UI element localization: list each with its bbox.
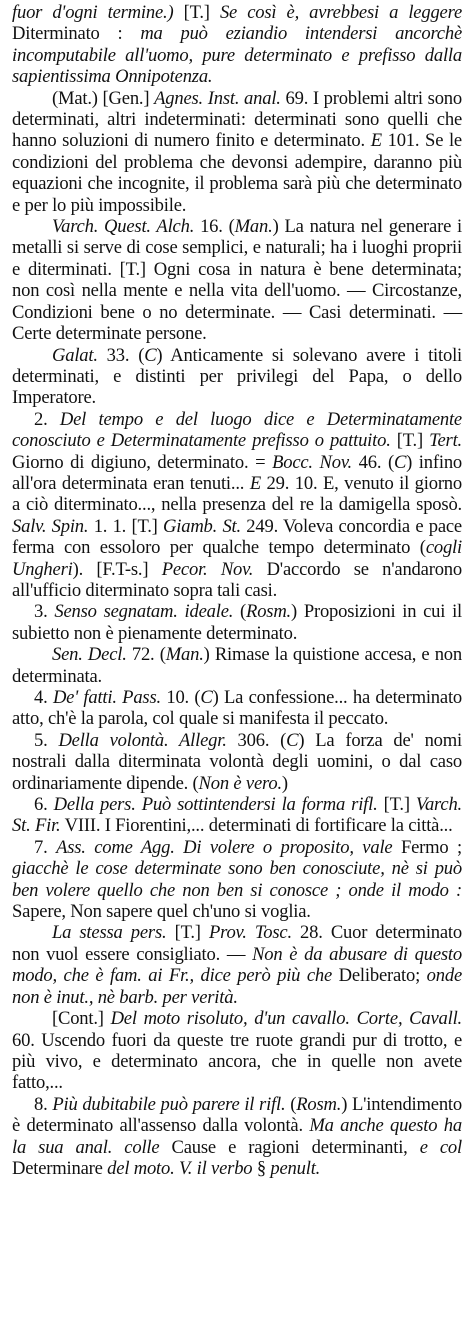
entry-paragraph: [12, 1008, 462, 1094]
text-run: 60. Uscendo fuori da queste tre ruote grandi pur di trotto, e più vivo, e determinato ancora, che in quelle non avete fatto,...: [12, 1029, 462, 1094]
italic-run: ma può eziandio intendersi ancorchè incomputabile all'uomo, pure determinato e prefisso dalla sapientissima Onnipotenza.: [12, 23, 462, 88]
italic-run: Rosm.: [246, 601, 291, 623]
text-run: ) La natura nel generare i metalli si serve di cose semplici, e naturali; ha i luoghi proprii e diterminati. [T.] Ogni cosa in natura è bene determinata; non così nella mente e nella vita dell'uomo. — Circostanze, Condizioni bene o no determinate. — Casi determinati. — Certe determinate persone.: [12, 216, 463, 345]
text-run: Fermo ;: [392, 836, 462, 858]
text-run: ) La forza de' nomi nostrali dalla diterminata volontà degli uomini, o dal caso ordinariamente dipende. (: [12, 729, 462, 794]
italic-run: penult.: [270, 1157, 321, 1179]
text-run: (: [285, 1093, 297, 1115]
entry-paragraph: [12, 409, 462, 602]
text-run: 249. Voleva concordia e pace ferma con essoloro per qualche tempo determinato (: [12, 515, 462, 559]
entry-paragraph: [12, 730, 462, 794]
italic-run: Giamb. St.: [163, 515, 241, 537]
italic-run: Varch. St. Fir.: [12, 794, 462, 837]
text-run: 33. (: [97, 344, 145, 366]
italic-run: Prov. Tosc.: [208, 922, 292, 944]
text-run: 69. I problemi altri sono determinati, altri indeterminati: determinati sono quelli che hanno soluzioni di numero finito e determinato.: [12, 87, 462, 152]
italic-run: Bocc. Nov.: [272, 451, 352, 473]
italic-run: Ass. come Agg. Di volere o proposito, vale: [56, 836, 393, 858]
entry-paragraph: [12, 1094, 462, 1180]
italic-run: fuor d'ogni termine.): [12, 2, 174, 23]
text-run: [T.]: [166, 922, 209, 944]
italic-run: Non è vero.: [198, 772, 282, 794]
entry-body: [12, 2, 462, 1179]
text-run: Cause e ragioni determinanti,: [159, 1136, 420, 1158]
italic-run: E: [249, 472, 261, 494]
italic-run: Man.: [165, 644, 204, 666]
italic-run: Rosm.: [296, 1093, 342, 1115]
text-run: 6.: [34, 794, 54, 816]
text-run: 72. (: [126, 644, 166, 666]
text-run: Sapere, Non sapere quel ch'uno si voglia.: [12, 901, 311, 923]
italic-run: e col: [419, 1136, 462, 1158]
text-run: §: [252, 1157, 271, 1179]
text-run: 2.: [34, 408, 60, 430]
italic-run: La stessa pers.: [52, 922, 167, 944]
italic-run: De' fatti. Pass.: [52, 687, 161, 708]
italic-run: Del tempo e del luogo dice e Determinatamente conosciuto e Determinatamente prefisso o pattuito.: [12, 408, 462, 452]
entry-paragraph: [12, 837, 462, 923]
italic-run: C: [286, 729, 299, 751]
text-run: Determinare: [12, 1157, 108, 1179]
italic-run: Della volontà. Allegr.: [58, 729, 227, 751]
italic-run: onde non è inut., nè barb. per verità.: [12, 965, 462, 1008]
italic-run: Del moto risoluto, d'un cavallo. Corte, Cavall.: [110, 1008, 462, 1030]
text-run: (Mat.) [Gen.]: [52, 87, 155, 109]
entry-paragraph: [12, 216, 462, 344]
text-run: ) La confessione... ha determinato atto, ch'è la parola, col quale si manifesta il peccato.: [12, 687, 463, 730]
italic-run: Man.: [234, 216, 273, 238]
text-run: (: [233, 601, 247, 623]
entry-paragraph: [12, 2, 462, 88]
text-run: Giorno di digiuno, determinato. =: [12, 451, 273, 473]
text-run: [T.]: [390, 430, 430, 452]
italic-run: Pecor. Nov.: [161, 558, 254, 580]
text-run: 3.: [34, 601, 55, 623]
italic-run: giacchè le cose determinate sono ben conosciute, nè si può ben volere quello che non ben si conosce ; onde il modo :: [12, 858, 462, 901]
text-run: 28. Cuor determinato non vuol essere consigliato. —: [12, 922, 462, 965]
entry-paragraph: [12, 601, 462, 644]
text-run: D'accordo se n'andarono all'ufficio diterminato sopra tali casi.: [12, 558, 462, 601]
text-run: 29. 10. E, venuto il giorno a ciò diterminato..., nella presenza del re la damigella sposò.: [12, 472, 462, 516]
text-run: ) infino all'ora determinata eran tenuti...: [12, 451, 463, 494]
entry-paragraph: [12, 88, 462, 216]
entry-paragraph: [12, 687, 462, 730]
italic-run: C: [144, 344, 157, 366]
text-run: 5.: [34, 729, 59, 751]
text-run: VIII. I Fiorentini,... determinati di fortificare la città...: [60, 815, 453, 837]
italic-run: Galat.: [52, 344, 98, 366]
italic-run: C: [200, 687, 213, 708]
text-run: [T.]: [377, 794, 416, 816]
italic-run: E: [370, 130, 382, 152]
italic-run: Agnes. Inst. anal.: [154, 87, 281, 109]
entry-paragraph: [12, 644, 462, 687]
text-run: 10. (: [160, 687, 201, 708]
text-run: [Cont.]: [52, 1008, 111, 1030]
entry-paragraph: [12, 922, 462, 1008]
italic-run: C: [393, 451, 407, 473]
entry-paragraph: [12, 794, 462, 837]
italic-run: Più dubitabile può parere il rifl.: [52, 1093, 286, 1115]
italic-run: Sen. Decl.: [52, 644, 127, 666]
text-run: ): [281, 772, 288, 794]
text-run: 46. (: [351, 451, 394, 473]
text-run: 1. 1. [T.]: [88, 515, 164, 537]
italic-run: Varch. Quest. Alch.: [52, 216, 195, 238]
italic-run: Ma anche questo ha la sua anal. colle: [12, 1115, 462, 1158]
text-run: ) L'intendimento è determinato all'assenso dalla volontà.: [12, 1093, 462, 1137]
italic-run: Salv. Spin.: [12, 515, 89, 537]
text-run: ) Rimase la quistione accesa, e non determinata.: [12, 644, 462, 687]
italic-run: Se così è, avrebbesi a leggere: [219, 2, 463, 23]
italic-run: Della pers. Può sottintendersi la forma rifl.: [53, 794, 378, 816]
text-run: 16. (: [194, 216, 235, 238]
italic-run: Tert.: [429, 430, 462, 452]
text-run: ) Anticamente si solevano avere i titoli determinati, e distinti per privilegi del Papa, o dello Imperatore.: [12, 344, 462, 409]
text-run: ). [F.T-s.]: [72, 558, 162, 580]
italic-run: cogli Ungheri: [12, 537, 462, 580]
text-run: 7.: [34, 836, 57, 858]
text-run: 4.: [34, 687, 53, 708]
text-run: Deliberato;: [332, 965, 427, 987]
text-run: 101. Se le condizioni del problema che devonsi adempire, daranno più equazioni che incognite, il problema sarà più che determinato e per lo più impossibile.: [12, 130, 462, 216]
text-run: [T.]: [173, 2, 220, 23]
italic-run: Non è da abusare di questo modo, che è fam. ai Fr., dice però più che: [12, 943, 462, 987]
text-run: Diterminato :: [12, 23, 141, 45]
text-run: ) Proposizioni in cui il subietto non è pienamente determinato.: [12, 601, 462, 644]
text-run: 8.: [34, 1093, 53, 1115]
italic-run: Senso segnatam. ideale.: [54, 601, 234, 623]
text-run: 306. (: [226, 729, 287, 751]
entry-paragraph: [12, 345, 462, 409]
italic-run: del moto. V. il verbo: [107, 1157, 253, 1179]
